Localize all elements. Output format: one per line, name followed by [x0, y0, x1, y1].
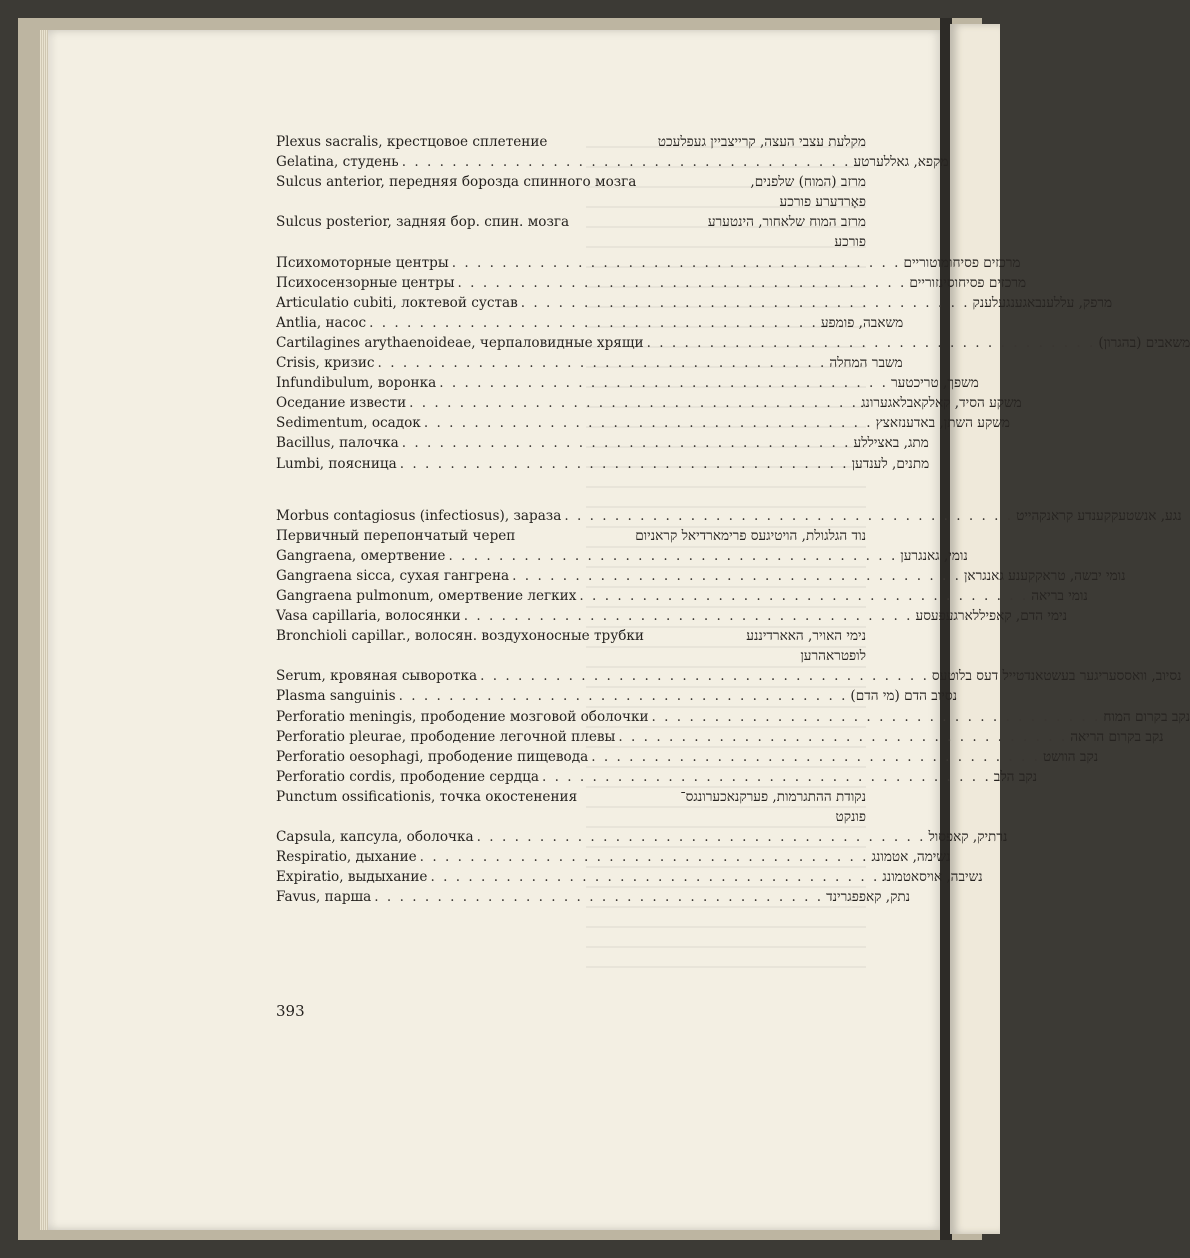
entry-continuation: פאָרדערע פורכע [779, 194, 866, 211]
leader-dots: . . . . . . . . . . . . . . . . . . . . . . . . . . . . . . . . . . . . [374, 889, 824, 906]
glossary-entry [276, 566, 1126, 586]
entry-hebrew-translation: נקב בקרום המוח [1103, 708, 1190, 725]
entry-hebrew-translation: נתק, קאפפגרינד [826, 889, 911, 906]
entry-term: Expiratio, выдыхание [276, 869, 428, 886]
entry-term: Оседание извести [276, 395, 407, 412]
entry-hebrew-translation: נוד הגלגולת, הויטיגעס פרימארדיאל קראניום [635, 527, 866, 544]
leader-dots: . . . . . . . . . . . . . . . . . . . . . . . . . . . . . . . . . . . . [520, 294, 970, 311]
entry-hebrew-translation: נקודת ההתגרמות, פערקנאכערונגס־ [680, 788, 866, 805]
glossary-text [276, 132, 1190, 907]
entry-term: Respiratio, дыхание [276, 849, 417, 866]
entry-term: Cartilagines arythaenoideae, черпаловидные хрящи [276, 334, 644, 351]
leader-dots: . . . . . . . . . . . . . . . . . . . . . . . . . . . . . . . . . . . . [401, 154, 851, 171]
entry-hebrew-translation: נגע, אנשטעקקענדע קראנקהייט [1016, 507, 1182, 524]
glossary-entry [276, 253, 1021, 273]
glossary-entry [276, 707, 1190, 727]
leader-dots: . . . . . . . . . . . . . . . . . . . . . . . . . . . . . . . . . . . . [430, 869, 880, 886]
glossary-entry [276, 686, 958, 706]
entry-hebrew-translation: נרתיק, קאפסול [928, 829, 1008, 846]
entry-hebrew-translation: נקב בקרום הריאה [1070, 728, 1164, 745]
leader-dots: . . . . . . . . . . . . . . . . . . . . . . . . . . . . . . . . . . . . [480, 668, 929, 685]
leader-dots: . . . . . . . . . . . . . . . . . . . . . . . . . . . . . . . . . . . . [579, 587, 1029, 604]
leader-dots: . . . . . . . . . . . . . . . . . . . . . . . . . . . . . . . . . . . . [399, 455, 849, 472]
glossary-entry [276, 787, 866, 807]
leader-dots: . . . . . . . . . . . . . . . . . . . . . . . . . . . . . . . . . . . . [541, 768, 991, 785]
entry-hebrew-translation: מרפק, עללענבאגענגעלענק [972, 294, 1113, 311]
entry-hebrew-translation: נסיוב הדם (מי הדם) [850, 688, 958, 705]
leader-dots: . . . . . . . . . . . . . . . . . . . . . . . . . . . . . . . . . . . . [369, 314, 818, 331]
entry-hebrew-translation: נשיבה, אויסאטמונג [882, 869, 983, 886]
entry-term: Bronchioli capillar., волосян. воздухоносные трубки [276, 628, 644, 645]
entry-hebrew-translation: משאבים (בהגרון) [1098, 334, 1190, 351]
glossary-entry [276, 526, 866, 546]
entry-hebrew-translation: מרכזים פסיחומוטוריים [903, 254, 1021, 271]
glossary-entry [276, 606, 1068, 626]
entry-hebrew-translation: נימי הדם, קאפיללארגעפעסע [915, 608, 1068, 625]
leader-dots: . . . . . . . . . . . . . . . . . . . . . . . . . . . . . . . . . . . . [618, 728, 1068, 745]
entry-hebrew-translation: נימי האויר, האארדיננע [746, 628, 866, 645]
leader-dots: . . . . . . . . . . . . . . . . . . . . . . . . . . . . . . . . . . . . [419, 849, 869, 866]
entry-term: Gangraena, омертвение [276, 547, 446, 564]
entry-hebrew-translation: משאבה, פומפע [820, 314, 904, 331]
entry-term: Психомоторные центры [276, 254, 449, 271]
entry-term: Serum, кровяная сыворотка [276, 668, 478, 685]
entry-term: Crisis, кризис [276, 355, 375, 372]
leader-dots: . . . . . . . . . . . . . . . . . . . . . . . . . . . . . . . . . . . . [591, 748, 1040, 765]
leader-dots: . . . . . . . . . . . . . . . . . . . . . . . . . . . . . . . . . . . . [512, 567, 961, 584]
glossary-entry [276, 353, 903, 373]
entry-term: Первичный перепончатый череп [276, 527, 516, 544]
glossary-entry [276, 293, 1113, 313]
glossary-entry [276, 887, 911, 907]
glossary-entry [276, 413, 1010, 433]
facing-page-edge [950, 24, 1000, 1234]
leader-dots: . . . . . . . . . . . . . . . . . . . . . . . . . . . . . . . . . . . . [463, 608, 913, 625]
glossary-entry [276, 666, 1182, 686]
entry-term: Психосензорные центры [276, 274, 455, 291]
glossary-entry [276, 273, 1027, 293]
leader-dots: . . . . . . . . . . . . . . . . . . . . . . . . . . . . . . . . . . . . [409, 395, 858, 412]
entry-term: Plexus sacralis, крестцовое сплетение [276, 134, 548, 150]
entry-hebrew-translation: משבר המחלה [829, 355, 903, 372]
entry-term: Plasma sanguinis [276, 688, 396, 705]
entry-term: Favus, парша [276, 889, 372, 906]
entry-hebrew-translation: משקע השתן, באדענזאצץ [875, 415, 1010, 432]
leader-dots: . . . . . . . . . . . . . . . . . . . . . . . . . . . . . . . . . . . . [476, 829, 926, 846]
entry-hebrew-translation: משפך, טריכטער [891, 375, 979, 392]
glossary-entry [276, 727, 1164, 747]
glossary-entry [276, 333, 1190, 353]
entry-term: Vasa capillaria, волосянки [276, 608, 461, 625]
glossary-entry [276, 827, 1008, 847]
entry-hebrew-translation: נסיוב, וואססעריגער בעשטאנדטייל דעס בלוטעס [931, 668, 1182, 685]
page-edges [40, 30, 48, 1230]
entry-term: Bacillus, палочка [276, 435, 399, 452]
entry-continuation: לופטראהרען [800, 648, 866, 665]
glossary-entry [276, 433, 929, 453]
entry-term: Articulatio cubiti, локтевой сустав [276, 294, 518, 311]
glossary-entry [276, 393, 1022, 413]
section-gap [276, 474, 866, 506]
entry-continuation: פורכע [834, 234, 866, 251]
entry-term: Lumbi, поясница [276, 455, 397, 472]
entry-hebrew-translation: מתנים, לענדען [851, 455, 930, 472]
entry-hebrew-translation: מרזב המוח שלאחור, הינטערע [707, 214, 866, 231]
entry-term: Perforatio pleurae, прободение легочной плевы [276, 728, 616, 745]
entry-hebrew-translation: מתג, באציללע [853, 435, 929, 452]
leader-dots: . . . . . . . . . . . . . . . . . . . . . . . . . . . . . . . . . . . . [646, 334, 1096, 351]
glossary-entry [276, 373, 979, 393]
entry-hebrew-translation: נומי יבשה, טראקקענע גאנגראן [963, 567, 1126, 584]
entry-hebrew-translation: נומי בריאה [1031, 587, 1088, 604]
entry-hebrew-translation: מקפא, גאללערטע [853, 154, 949, 171]
glossary-entry [276, 313, 904, 333]
glossary-entry [276, 454, 930, 474]
glossary-entry [276, 212, 866, 232]
entry-term: Perforatio oesophagi, прободение пищевода [276, 748, 589, 765]
entry-term: Sedimentum, осадок [276, 415, 421, 432]
entry-hebrew-translation: נומי, גאנגרען [900, 547, 968, 564]
glossary-entry [276, 747, 1099, 767]
glossary-entry [276, 847, 951, 867]
entry-term: Perforatio meningis, прободение мозговой оболочки [276, 708, 649, 725]
entry-term: Infundibulum, воронка [276, 375, 437, 392]
glossary-entry [276, 867, 983, 887]
entry-hebrew-translation: מקלעת עצבי העצה, קרייצביין געפלעכט [657, 134, 866, 150]
entry-term: Sulcus posterior, задняя бор. спин. мозга [276, 214, 570, 231]
leader-dots: . . . . . . . . . . . . . . . . . . . . . . . . . . . . . . . . . . . . [564, 507, 1014, 524]
leader-dots: . . . . . . . . . . . . . . . . . . . . . . . . . . . . . . . . . . . . [423, 415, 873, 432]
entry-hebrew-translation: נקב הלב [993, 768, 1038, 785]
entry-term: Gangraena sicca, сухая гангрена [276, 567, 510, 584]
entry-hebrew-translation: מרזב (המוח) שלפנים, [750, 174, 866, 191]
entry-hebrew-translation: משקע הסיד, קאלקאבלאגערונג [860, 395, 1022, 412]
leader-dots: . . . . . . . . . . . . . . . . . . . . . . . . . . . . . . . . . . . . [651, 708, 1101, 725]
entry-hebrew-translation: מרכזים פסיחוסינזוריים [909, 274, 1027, 291]
entry-term: Sulcus anterior, передняя борозда спинного мозга [276, 174, 637, 191]
glossary-entry [276, 586, 1088, 606]
entry-term: Gangraena pulmonum, омертвение легких [276, 587, 577, 604]
entry-term: Antlia, насос [276, 314, 367, 331]
leader-dots: . . . . . . . . . . . . . . . . . . . . . . . . . . . . . . . . . . . . [439, 375, 888, 392]
leader-dots: . . . . . . . . . . . . . . . . . . . . . . . . . . . . . . . . . . . . [377, 355, 827, 372]
leader-dots: . . . . . . . . . . . . . . . . . . . . . . . . . . . . . . . . . . . . [448, 547, 898, 564]
glossary-entry [276, 152, 949, 172]
entry-hebrew-translation: נקב הוושט [1042, 748, 1099, 765]
glossary-entry [276, 132, 866, 152]
leader-dots: . . . . . . . . . . . . . . . . . . . . . . . . . . . . . . . . . . . . [451, 254, 901, 271]
entry-term: Capsula, капсула, оболочка [276, 829, 474, 846]
entry-continuation: פונקט [835, 809, 866, 825]
entry-term: Gelatina, студень [276, 154, 399, 171]
page-number: 393 [276, 1002, 305, 1020]
entry-term: Morbus contagiosus (infectiosus), зараза [276, 507, 562, 524]
entry-hebrew-translation: נשימה, אטמונג [871, 849, 951, 866]
glossary-entry [276, 767, 1038, 787]
leader-dots: . . . . . . . . . . . . . . . . . . . . . . . . . . . . . . . . . . . . [401, 435, 851, 452]
glossary-entry [276, 506, 1182, 526]
glossary-entry [276, 546, 968, 566]
glossary-entry [276, 172, 866, 192]
leader-dots: . . . . . . . . . . . . . . . . . . . . . . . . . . . . . . . . . . . . [398, 688, 848, 705]
entry-term: Punctum ossificationis, точка окостенения [276, 788, 578, 805]
leader-dots: . . . . . . . . . . . . . . . . . . . . . . . . . . . . . . . . . . . . [457, 274, 907, 291]
entry-term: Perforatio cordis, прободение сердца [276, 768, 539, 785]
glossary-entry [276, 626, 866, 646]
